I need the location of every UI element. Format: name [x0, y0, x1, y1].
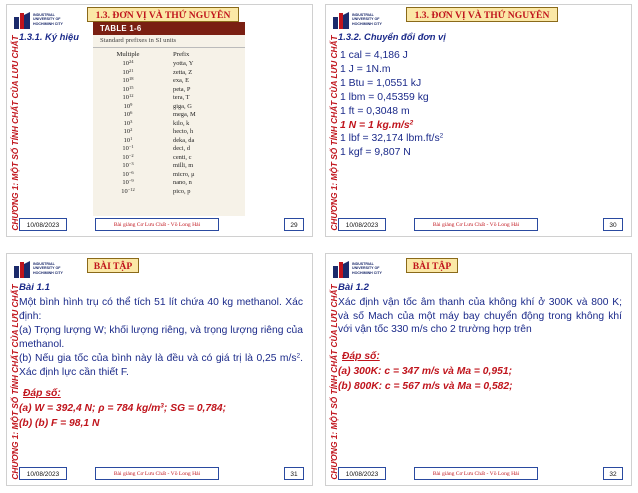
table-row — [93, 162, 245, 171]
prefix-cell: peta, P — [173, 85, 191, 93]
prefix-cell: centi, c — [173, 153, 192, 161]
conversion-list — [340, 49, 443, 160]
multiple-cell: $10^{-9}$ — [122, 177, 134, 186]
answer-heading: Đáp số: — [23, 388, 61, 399]
conversion-item-highlight: 1 N = 1 $kg.m/s^2$ — [340, 119, 414, 131]
section-title: BÀI TẬP — [406, 258, 458, 273]
footer-lecture: Bài giảng Cơ Lưu Chất - Võ Long Hải — [414, 467, 538, 480]
footer-date: 10/08/2023 — [338, 218, 386, 231]
university-logo — [332, 260, 394, 280]
prefix-cell: deka, da — [173, 136, 195, 144]
table-body — [93, 60, 245, 196]
answer-b: (b) (b) F = 98,1 N — [19, 418, 100, 429]
exercise-label: Bài 1.2 — [338, 282, 369, 293]
multiple-cell: $10^{24}$ — [122, 58, 134, 67]
problem-part-a: (a) Trọng lượng W; khối lượng riêng, và trọng lượng riêng của methanol. — [19, 325, 303, 350]
multiple-cell: $10^1$ — [123, 135, 133, 144]
problem-part-b: (b) Nếu gia tốc của bình này là đều và có giá trị là 0,25 $m/s^2$. Xác định lực cần thiết F. — [19, 352, 303, 378]
answer-a: (a) W = 392,4 N; ρ = 784 $kg/m^3$; SG = 0,784; — [19, 402, 227, 414]
footer-date: 10/08/2023 — [19, 467, 67, 480]
problem-statement: Một bình hình trụ có thể tích 51 lít chứa 40 kg methanol. Xác định: — [19, 297, 303, 322]
conversion-item: 1 cal = 4,186 J — [340, 50, 408, 61]
university-logo — [332, 11, 394, 31]
exercise-label: Bài 1.1 — [19, 282, 50, 293]
multiple-cell: $10^{-3}$ — [122, 160, 134, 169]
column-multiple: Multiple — [116, 51, 140, 58]
section-title: BÀI TẬP — [87, 258, 139, 273]
multiple-cell: $10^9$ — [123, 101, 133, 110]
prefix-cell: hecto, h — [173, 128, 194, 135]
table-row — [93, 128, 245, 137]
multiple-cell: $10^2$ — [123, 126, 133, 135]
footer-lecture: Bài giảng Cơ Lưu Chất - Võ Long Hải — [95, 218, 219, 231]
multiple-cell: $10^{15}$ — [122, 84, 134, 93]
table-row — [93, 60, 245, 69]
answer-a: (a) 300K: c = 347 m/s và Ma = 0,951; — [338, 366, 513, 377]
slide-29 — [6, 4, 313, 237]
prefix-cell: tera, T — [173, 94, 190, 101]
logo-text: INDUSTRIAL UNIVERSITY OF HOCHIMINH CITY — [33, 262, 63, 275]
conversion-item: 1 J = 1N.m — [340, 63, 391, 75]
prefix-cell: pico, p — [173, 187, 191, 195]
page-number: 32 — [603, 467, 623, 480]
prefix-cell: milli, m — [173, 162, 194, 169]
page-number: 29 — [284, 218, 304, 231]
table-row — [93, 179, 245, 188]
prefix-cell: nano, n — [173, 179, 192, 186]
slide-32 — [325, 253, 632, 486]
chapter-sidebar: CHƯƠNG 1: MỘT SỐ TÍNH CHẤT CỦA LƯU CHẤT — [329, 284, 339, 480]
table-row — [93, 120, 245, 129]
section-title: 1.3. ĐƠN VỊ VÀ THỨ NGUYÊN — [87, 7, 239, 22]
table-row — [93, 154, 245, 163]
multiple-cell: $10^3$ — [123, 118, 133, 127]
subsection-heading: 1.3.2. Chuyển đổi đơn vị — [338, 31, 446, 42]
section-title: 1.3. ĐƠN VỊ VÀ THỨ NGUYÊN — [406, 7, 558, 22]
column-prefix: Prefix — [173, 51, 190, 58]
prefix-cell: micro, μ — [173, 170, 195, 178]
multiple-cell: $10^{21}$ — [122, 67, 134, 76]
chapter-sidebar: CHƯƠNG 1: MỘT SỐ TÍNH CHẤT CỦA LƯU CHẤT — [10, 35, 20, 231]
prefix-cell: deci, d — [173, 145, 191, 152]
prefix-cell: giga, G — [173, 102, 192, 110]
footer-date: 10/08/2023 — [19, 218, 67, 231]
table-row — [93, 137, 245, 146]
table-row — [93, 171, 245, 180]
table-row — [93, 77, 245, 86]
footer-date: 10/08/2023 — [338, 467, 386, 480]
logo-text: INDUSTRIAL UNIVERSITY OF HOCHIMINH CITY — [33, 13, 63, 26]
conversion-item: 1 lbf = 32,174 $lbm.ft/s^2$ — [340, 132, 444, 145]
prefix-cell: yotta, Y — [173, 60, 194, 67]
table-row — [93, 86, 245, 95]
logo-text: INDUSTRIAL UNIVERSITY OF HOCHIMINH CITY — [352, 262, 382, 275]
slide-31 — [6, 253, 313, 486]
conversion-item: 1 ft = 0,3048 m — [340, 105, 410, 117]
prefix-cell: zetta, Z — [173, 68, 193, 76]
table-row — [93, 69, 245, 78]
conversion-item: 1 Btu = 1,0551 kJ — [340, 77, 422, 89]
problem-statement: Xác định vận tốc âm thanh của không khí ở 300K và 800 K; và số Mach của một máy bay chuyển động trong không khí với vận tốc 330 m/s cho 2 trường hợp trên — [338, 297, 622, 336]
table-caption: Standard prefixes in SI units — [93, 35, 245, 48]
table-row — [93, 111, 245, 120]
si-prefix-table — [93, 22, 245, 216]
table-column-headers — [93, 48, 245, 60]
footer-lecture: Bài giảng Cơ Lưu Chất - Võ Long Hải — [95, 467, 219, 480]
multiple-cell: $10^{-12}$ — [121, 186, 135, 195]
subsection-heading: 1.3.1. Ký hiệu — [19, 31, 79, 42]
multiple-cell: $10^{18}$ — [122, 75, 134, 84]
slide-30 — [325, 4, 632, 237]
university-logo — [13, 260, 75, 280]
table-row — [93, 103, 245, 112]
answer-b: (b) 800K: c = 567 m/s và Ma = 0,582; — [338, 381, 513, 392]
table-heading: TABLE 1-6 — [93, 22, 245, 35]
page-number: 30 — [603, 218, 623, 231]
prefix-cell: kilo, k — [173, 119, 190, 127]
conversion-item: 1 kgf = 9,807 N — [340, 147, 411, 159]
page-number: 31 — [284, 467, 304, 480]
table-row — [93, 94, 245, 103]
table-row — [93, 145, 245, 154]
prefix-cell: exa, E — [173, 77, 189, 84]
conversion-item: 1 lbm = 0,45359 kg — [340, 91, 429, 103]
chapter-sidebar: CHƯƠNG 1: MỘT SỐ TÍNH CHẤT CỦA LƯU CHẤT — [329, 35, 339, 231]
university-logo — [13, 11, 75, 31]
answer-heading: Đáp số: — [342, 351, 380, 362]
multiple-cell: $10^{-1}$ — [122, 143, 134, 152]
logo-text: INDUSTRIAL UNIVERSITY OF HOCHIMINH CITY — [352, 13, 382, 26]
multiple-cell: $10^{-6}$ — [122, 169, 134, 178]
table-row — [93, 188, 245, 197]
multiple-cell: $10^6$ — [123, 109, 133, 118]
multiple-cell: $10^{12}$ — [122, 92, 134, 101]
footer-lecture: Bài giảng Cơ Lưu Chất - Võ Long Hải — [414, 218, 538, 231]
prefix-cell: mega, M — [173, 111, 196, 118]
multiple-cell: $10^{-2}$ — [122, 152, 134, 161]
chapter-sidebar: CHƯƠNG 1: MỘT SỐ TÍNH CHẤT CỦA LƯU CHẤT — [10, 284, 20, 480]
